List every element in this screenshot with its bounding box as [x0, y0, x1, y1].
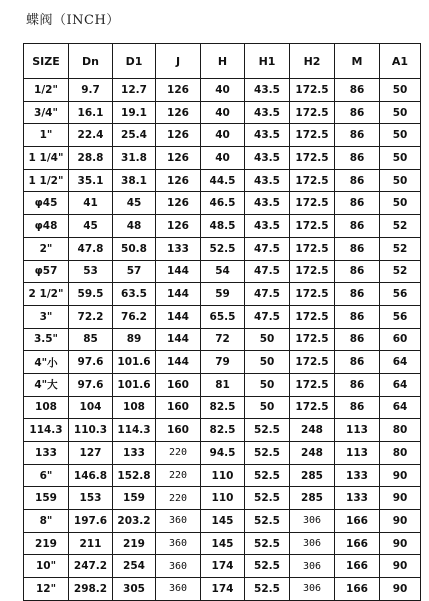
- table-cell: 86: [335, 351, 380, 374]
- table-cell: 52: [380, 237, 421, 260]
- table-cell: 63.5: [113, 283, 156, 306]
- table-cell: φ45: [24, 192, 69, 215]
- table-cell: 50: [380, 169, 421, 192]
- table-cell: 56: [380, 283, 421, 306]
- table-cell: 126: [156, 124, 201, 147]
- table-cell: 50: [245, 373, 290, 396]
- table-cell: 108: [24, 396, 69, 419]
- table-cell: 285: [290, 464, 335, 487]
- table-cell: 306: [290, 532, 335, 555]
- table-cell: 59: [201, 283, 245, 306]
- table-cell: 43.5: [245, 124, 290, 147]
- table-cell: 40: [201, 79, 245, 102]
- table-cell: 97.6: [69, 351, 113, 374]
- table-cell: 172.5: [290, 373, 335, 396]
- table-cell: 305: [113, 578, 156, 601]
- table-cell: 90: [380, 510, 421, 533]
- table-cell: 86: [335, 101, 380, 124]
- table-cell: 166: [335, 578, 380, 601]
- table-row: [24, 532, 421, 555]
- table-cell: 52.5: [245, 510, 290, 533]
- table-cell: 126: [156, 192, 201, 215]
- table-cell: 174: [201, 555, 245, 578]
- table-cell: 45: [113, 192, 156, 215]
- table-cell: 144: [156, 328, 201, 351]
- table-cell: 144: [156, 305, 201, 328]
- table-cell: 72.2: [69, 305, 113, 328]
- table-cell: 45: [69, 215, 113, 238]
- table-cell: 248: [290, 442, 335, 465]
- table-cell: 52.5: [201, 237, 245, 260]
- table-cell: 248: [290, 419, 335, 442]
- column-header: M: [335, 44, 380, 79]
- table-row: [24, 237, 421, 260]
- table-cell: 82.5: [201, 396, 245, 419]
- table-cell: 298.2: [69, 578, 113, 601]
- table-cell: 145: [201, 532, 245, 555]
- table-cell: 43.5: [245, 192, 290, 215]
- column-header: H: [201, 44, 245, 79]
- table-cell: 144: [156, 351, 201, 374]
- table-cell: 52.5: [245, 578, 290, 601]
- table-cell: 172.5: [290, 192, 335, 215]
- table-cell: 146.8: [69, 464, 113, 487]
- table-cell: 133: [156, 237, 201, 260]
- table-cell: 197.6: [69, 510, 113, 533]
- table-cell: 86: [335, 169, 380, 192]
- table-cell: 4"小: [24, 351, 69, 374]
- table-cell: 41: [69, 192, 113, 215]
- table-row: [24, 147, 421, 170]
- table-row: [24, 578, 421, 601]
- table-cell: 47.5: [245, 237, 290, 260]
- table-cell: 3.5": [24, 328, 69, 351]
- table-cell: 360: [156, 510, 201, 533]
- table-cell: 47.5: [245, 283, 290, 306]
- table-cell: 80: [380, 419, 421, 442]
- table-cell: 52.5: [245, 487, 290, 510]
- table-cell: 28.8: [69, 147, 113, 170]
- table-cell: 44.5: [201, 169, 245, 192]
- table-cell: 89: [113, 328, 156, 351]
- table-cell: 126: [156, 79, 201, 102]
- table-row: [24, 351, 421, 374]
- table-cell: 35.1: [69, 169, 113, 192]
- table-cell: 172.5: [290, 124, 335, 147]
- table-cell: 86: [335, 215, 380, 238]
- table-cell: 113: [335, 419, 380, 442]
- column-header: J: [156, 44, 201, 79]
- table-row: [24, 305, 421, 328]
- table-cell: 110.3: [69, 419, 113, 442]
- table-cell: 38.1: [113, 169, 156, 192]
- table-cell: 12": [24, 578, 69, 601]
- table-cell: 47.5: [245, 305, 290, 328]
- table-cell: 6": [24, 464, 69, 487]
- table-cell: 247.2: [69, 555, 113, 578]
- table-cell: 50: [380, 192, 421, 215]
- table-cell: 172.5: [290, 237, 335, 260]
- table-cell: 50.8: [113, 237, 156, 260]
- table-cell: 108: [113, 396, 156, 419]
- table-cell: 43.5: [245, 169, 290, 192]
- table-cell: 86: [335, 396, 380, 419]
- table-cell: 172.5: [290, 169, 335, 192]
- table-cell: 53: [69, 260, 113, 283]
- table-cell: 219: [24, 532, 69, 555]
- table-cell: 43.5: [245, 79, 290, 102]
- table-cell: 86: [335, 328, 380, 351]
- table-cell: 10": [24, 555, 69, 578]
- table-cell: 22.4: [69, 124, 113, 147]
- table-cell: 56: [380, 305, 421, 328]
- table-cell: 60: [380, 328, 421, 351]
- table-cell: 50: [245, 351, 290, 374]
- table-cell: 86: [335, 283, 380, 306]
- table-row: [24, 101, 421, 124]
- table-row: [24, 79, 421, 102]
- table-cell: 1 1/2": [24, 169, 69, 192]
- table-cell: 3": [24, 305, 69, 328]
- table-cell: 220: [156, 442, 201, 465]
- table-cell: 52.5: [245, 419, 290, 442]
- table-cell: 40: [201, 147, 245, 170]
- table-row: [24, 169, 421, 192]
- table-cell: 144: [156, 283, 201, 306]
- table-cell: 159: [113, 487, 156, 510]
- table-cell: 285: [290, 487, 335, 510]
- table-cell: 306: [290, 555, 335, 578]
- table-cell: 159: [24, 487, 69, 510]
- table-cell: 85: [69, 328, 113, 351]
- table-cell: 114.3: [113, 419, 156, 442]
- table-cell: 145: [201, 510, 245, 533]
- table-cell: 50: [380, 147, 421, 170]
- table-cell: 306: [290, 578, 335, 601]
- table-row: [24, 510, 421, 533]
- table-cell: 172.5: [290, 328, 335, 351]
- table-cell: 133: [335, 487, 380, 510]
- table-cell: 52.5: [245, 442, 290, 465]
- table-cell: 219: [113, 532, 156, 555]
- table-cell: 50: [380, 101, 421, 124]
- table-cell: 86: [335, 237, 380, 260]
- table-cell: 153: [69, 487, 113, 510]
- table-body: [24, 79, 421, 601]
- table-cell: 110: [201, 464, 245, 487]
- table-row: [24, 192, 421, 215]
- table-cell: 48: [113, 215, 156, 238]
- column-header: D1: [113, 44, 156, 79]
- table-cell: 126: [156, 215, 201, 238]
- page-title: 蝶阀（INCH）: [26, 13, 120, 28]
- column-header: H1: [245, 44, 290, 79]
- table-row: [24, 464, 421, 487]
- table-cell: 114.3: [24, 419, 69, 442]
- table-cell: 1 1/4": [24, 147, 69, 170]
- table-row: [24, 283, 421, 306]
- table-cell: 80: [380, 442, 421, 465]
- table-cell: 133: [113, 442, 156, 465]
- table-cell: 64: [380, 373, 421, 396]
- table-cell: 160: [156, 419, 201, 442]
- table-cell: 90: [380, 487, 421, 510]
- column-header: SIZE: [24, 44, 69, 79]
- table-row: [24, 419, 421, 442]
- table-cell: 86: [335, 373, 380, 396]
- table-cell: 90: [380, 532, 421, 555]
- table-cell: 52.5: [245, 532, 290, 555]
- table-cell: 101.6: [113, 373, 156, 396]
- column-header: A1: [380, 44, 421, 79]
- table-row: [24, 373, 421, 396]
- table-row: [24, 124, 421, 147]
- table-cell: 72: [201, 328, 245, 351]
- table-cell: 54: [201, 260, 245, 283]
- column-header: Dn: [69, 44, 113, 79]
- table-row: [24, 260, 421, 283]
- table-cell: 133: [335, 464, 380, 487]
- table-cell: 64: [380, 351, 421, 374]
- table-cell: 76.2: [113, 305, 156, 328]
- table-cell: 81: [201, 373, 245, 396]
- table-cell: 101.6: [113, 351, 156, 374]
- table-cell: 360: [156, 578, 201, 601]
- table-cell: 59.5: [69, 283, 113, 306]
- table-cell: 57: [113, 260, 156, 283]
- table-cell: 31.8: [113, 147, 156, 170]
- table-cell: 172.5: [290, 215, 335, 238]
- table-cell: 172.5: [290, 79, 335, 102]
- table-cell: 52: [380, 260, 421, 283]
- table-cell: 160: [156, 373, 201, 396]
- table-cell: 50: [380, 79, 421, 102]
- table-cell: 166: [335, 510, 380, 533]
- table-cell: 126: [156, 147, 201, 170]
- table-cell: 25.4: [113, 124, 156, 147]
- table-cell: 110: [201, 487, 245, 510]
- table-cell: 64: [380, 396, 421, 419]
- table-cell: 166: [335, 555, 380, 578]
- table-cell: 211: [69, 532, 113, 555]
- table-cell: 52: [380, 215, 421, 238]
- table-cell: 2 1/2": [24, 283, 69, 306]
- table-cell: 306: [290, 510, 335, 533]
- table-header: [24, 44, 421, 79]
- table-cell: 133: [24, 442, 69, 465]
- table-cell: 220: [156, 464, 201, 487]
- table-cell: 104: [69, 396, 113, 419]
- table-cell: 97.6: [69, 373, 113, 396]
- table-cell: 43.5: [245, 215, 290, 238]
- column-header: H2: [290, 44, 335, 79]
- table-cell: 86: [335, 147, 380, 170]
- table-cell: 52.5: [245, 464, 290, 487]
- table-cell: 254: [113, 555, 156, 578]
- table-cell: 160: [156, 396, 201, 419]
- table-cell: 94.5: [201, 442, 245, 465]
- table-cell: 19.1: [113, 101, 156, 124]
- table-cell: 86: [335, 260, 380, 283]
- table-cell: 40: [201, 101, 245, 124]
- table-cell: 166: [335, 532, 380, 555]
- table-cell: 113: [335, 442, 380, 465]
- table-cell: φ48: [24, 215, 69, 238]
- table-cell: 3/4": [24, 101, 69, 124]
- table-cell: 47.5: [245, 260, 290, 283]
- table-cell: 1": [24, 124, 69, 147]
- table-cell: 8": [24, 510, 69, 533]
- table-cell: 52.5: [245, 555, 290, 578]
- table-cell: 86: [335, 124, 380, 147]
- spec-table: [23, 43, 421, 601]
- table-cell: 4"大: [24, 373, 69, 396]
- table-cell: 90: [380, 464, 421, 487]
- table-cell: 172.5: [290, 396, 335, 419]
- table-cell: 2": [24, 237, 69, 260]
- table-cell: 172.5: [290, 147, 335, 170]
- table-cell: φ57: [24, 260, 69, 283]
- table-cell: 47.8: [69, 237, 113, 260]
- table-cell: 50: [245, 396, 290, 419]
- table-cell: 86: [335, 192, 380, 215]
- table-cell: 174: [201, 578, 245, 601]
- table-cell: 126: [156, 101, 201, 124]
- table-cell: 9.7: [69, 79, 113, 102]
- table-cell: 172.5: [290, 260, 335, 283]
- table-row: [24, 487, 421, 510]
- table-cell: 48.5: [201, 215, 245, 238]
- table-row: [24, 396, 421, 419]
- table-cell: 203.2: [113, 510, 156, 533]
- table-cell: 172.5: [290, 351, 335, 374]
- table-cell: 172.5: [290, 101, 335, 124]
- table-cell: 90: [380, 578, 421, 601]
- table-cell: 144: [156, 260, 201, 283]
- table-cell: 65.5: [201, 305, 245, 328]
- table-row: [24, 555, 421, 578]
- table-cell: 90: [380, 555, 421, 578]
- table-cell: 12.7: [113, 79, 156, 102]
- table-cell: 127: [69, 442, 113, 465]
- table-row: [24, 215, 421, 238]
- table-cell: 172.5: [290, 283, 335, 306]
- table-cell: 360: [156, 532, 201, 555]
- table-row: [24, 442, 421, 465]
- table-cell: 79: [201, 351, 245, 374]
- header-row: [24, 44, 421, 79]
- table-cell: 40: [201, 124, 245, 147]
- table-cell: 1/2": [24, 79, 69, 102]
- table-cell: 126: [156, 169, 201, 192]
- table-cell: 220: [156, 487, 201, 510]
- table-cell: 43.5: [245, 147, 290, 170]
- table-cell: 82.5: [201, 419, 245, 442]
- table-cell: 16.1: [69, 101, 113, 124]
- table-cell: 360: [156, 555, 201, 578]
- table-cell: 172.5: [290, 305, 335, 328]
- table-cell: 50: [380, 124, 421, 147]
- table-cell: 46.5: [201, 192, 245, 215]
- table-cell: 50: [245, 328, 290, 351]
- table-cell: 43.5: [245, 101, 290, 124]
- table-cell: 86: [335, 79, 380, 102]
- table-cell: 152.8: [113, 464, 156, 487]
- table-cell: 86: [335, 305, 380, 328]
- table-row: [24, 328, 421, 351]
